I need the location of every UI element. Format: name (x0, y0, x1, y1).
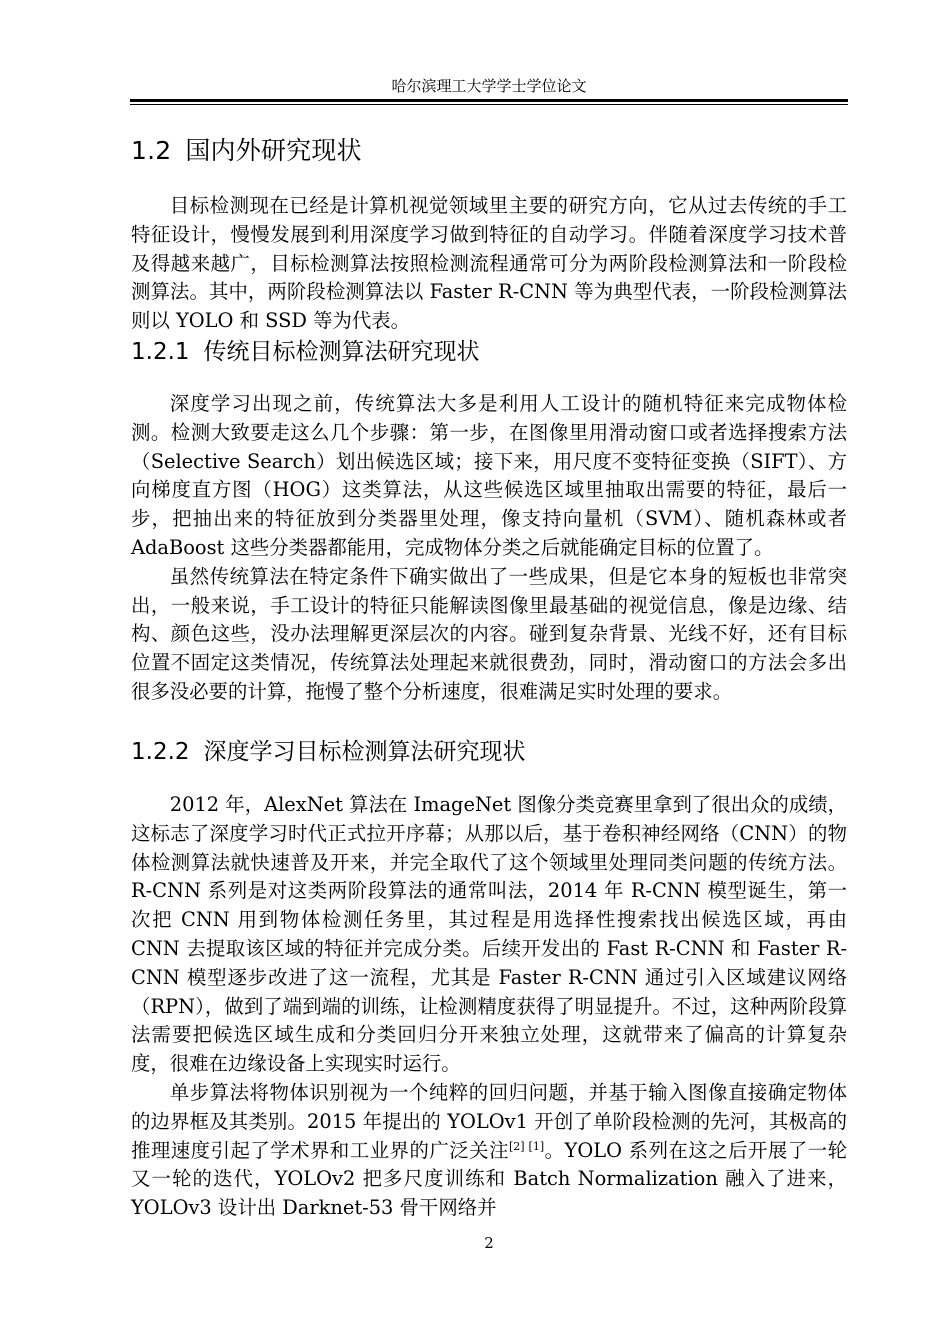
section-title: 国内外研究现状 (185, 136, 362, 165)
intro-section-body (131, 192, 847, 336)
subsection-number: 1.2.1 (131, 339, 190, 365)
subsection-title: 传统目标检测算法研究现状 (203, 339, 480, 365)
subsection-heading-traditional (131, 336, 480, 368)
body-paragraph: 2012 年，AlexNet 算法在 ImageNet 图像分类竞赛里拿到了很出众的成绩，这标志了深度学习时代正式拉开序幕；从那以后，基于卷积神经网络（CNN）的物体检测算法就快速普及开来，并完全取代了这个领域里处理同类问题的传统方法。R-CNN 系列是对这类两阶段算法的通常叫法，2014 年 R-CNN 模型诞生，第一次把 CNN 用到物体检测任务里，其过程是用选择性搜索找出候选区域，再由 CNN 去提取该区域的特征并完成分类。后续开发出的 Fast R-CNN 和 Faster R-CNN 模型逐步改进了这一流程，尤其是 Faster R-CNN 通过引入区域建议网络（RPN），做到了端到端的训练，让检测精度获得了明显提升。不过，这种两阶段算法需要把候选区域生成和分类回归分开来独立处理，这就带来了偏高的计算复杂度，很难在边缘设备上实现实时运行。 (131, 793, 847, 1076)
running-header: 哈尔滨理工大学学士学位论文 (391, 77, 587, 95)
subsection-title: 深度学习目标检测算法研究现状 (203, 739, 526, 765)
subsection-number: 1.2.2 (131, 739, 190, 765)
section-heading (131, 134, 362, 168)
section-number: 1.2 (131, 136, 172, 165)
body-paragraph-with-citation (131, 1079, 847, 1223)
subsection-heading-deep-learning (131, 736, 526, 768)
deep-learning-section-body (131, 791, 847, 1223)
paragraph-text: 单步算法将物体识别视为一个纯粹的回归问题，并基于输入图像直接确定物体的边界框及其类别。2015 年提出的 YOLOv1 开创了单阶段检测的先河，其极高的推理速度引起了学术界和工业界的广泛关注 (131, 1080, 847, 1162)
paragraph-text: 。YOLO 系列在这之后开展了一轮又一轮的迭代，YOLOv2 把多尺度训练和 Batch Normalization 融入了进来，YOLOv3 设计出 Darknet-53 骨干网络并 (131, 1138, 847, 1220)
page-number: 2 (484, 1234, 494, 1252)
citation-superscript[interactable]: [2] [1] (508, 1139, 545, 1153)
header-rule-thick (130, 99, 848, 102)
header-rule-thin (130, 104, 848, 105)
body-paragraph: 虽然传统算法在特定条件下确实做出了一些成果，但是它本身的短板也非常突出，一般来说，手工设计的特征只能解读图像里最基础的视觉信息，像是边缘、结构、颜色这些，没办法理解更深层次的内容。碰到复杂背景、光线不好，还有目标位置不固定这类情况，传统算法处理起来就很费劲，同时，滑动窗口的方法会多出很多没必要的计算，拖慢了整个分析速度，很难满足实时处理的要求。 (131, 564, 847, 703)
traditional-section-body (131, 390, 847, 707)
intro-paragraph: 目标检测现在已经是计算机视觉领域里主要的研究方向，它从过去传统的手工特征设计，慢慢发展到利用深度学习做到特征的自动学习。伴随着深度学习技术普及得越来越广，目标检测算法按照检测流程通常可分为两阶段检测算法和一阶段检测算法。其中，两阶段检测算法以 Faster R-CNN 等为典型代表，一阶段检测算法则以 YOLO 和 SSD 等为代表。 (131, 194, 847, 333)
body-paragraph: 深度学习出现之前，传统算法大多是利用人工设计的随机特征来完成物体检测。检测大致要走这么几个步骤：第一步，在图像里用滑动窗口或者选择搜索方法（Selective Search）划出候选区域；接下来，用尺度不变特征变换（SIFT）、方向梯度直方图（HOG）这类算法，从这些候选区域里抽取出需要的特征，最后一步，把抽出来的特征放到分类器里处理，像支持向量机（SVM）、随机森林或者 AdaBoost 这些分类器都能用，完成物体分类之后就能确定目标的位置了。 (131, 392, 847, 559)
